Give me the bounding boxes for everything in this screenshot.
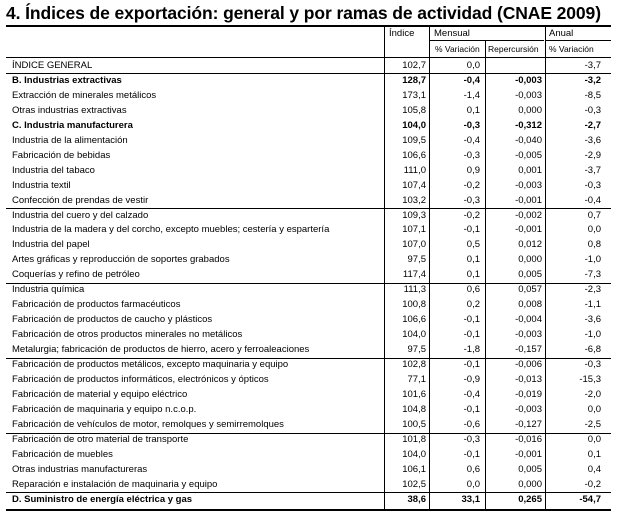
page-title: 4. Índices de exportación: general y por ramas de actividad (CNAE 2009) [6,3,601,23]
row-variacion-anual: -1,0 [584,329,601,341]
row-indice: 107,1 [402,224,426,236]
table-row [0,148,619,163]
row-label: Fabricación de bebidas [12,149,111,161]
row-repercusion: -0,019 [515,388,542,400]
header-rule-anual [546,40,611,41]
row-repercusion: -0,040 [515,134,542,146]
row-label: Otras industrias manufactureras [12,463,148,475]
row-variacion-mensual: -0,2 [463,209,480,221]
row-indice: 106,1 [402,463,426,475]
row-repercusion: -0,003 [515,179,542,191]
row-variacion-anual: -1,1 [584,299,601,311]
row-variacion-mensual: -0,4 [463,134,480,146]
row-label: Fabricación de productos metálicos, excepto maquinaria y equipo [12,359,289,370]
row-separator [6,433,611,434]
row-variacion-mensual: -0,1 [463,329,480,341]
row-label: Industria del cuero y del calzado [12,209,149,221]
row-indice: 111,0 [403,164,426,176]
row-label: Extracción de minerales metálicos [12,89,157,101]
table-row [0,447,619,462]
row-repercusion: -0,016 [515,433,542,445]
row-variacion-anual: -6,8 [584,344,601,356]
row-indice: 104,8 [402,403,426,415]
row-variacion-anual: -3,6 [584,314,601,326]
row-label: Otras industrias extractivas [12,104,127,116]
row-label: C. Industria manufacturera [12,119,133,131]
row-variacion-mensual: 33,1 [461,493,480,505]
row-indice: 100,8 [402,299,426,311]
row-variacion-anual: 0,0 [587,224,601,236]
row-indice: 104,0 [402,119,426,131]
row-label: Fabricación de productos farmacéuticos [12,299,181,311]
row-indice: 173,1 [402,89,426,101]
row-indice: 109,5 [402,134,426,146]
row-variacion-anual: 0,4 [587,463,601,475]
header-anual: Anual [549,28,574,39]
row-label: Metalurgia; fabricación de productos de hierro, acero y ferroaleaciones [12,344,310,356]
row-variacion-mensual: -0,1 [463,359,480,370]
row-indice: 105,8 [402,104,426,116]
table-row [0,252,619,267]
row-variacion-mensual: -0,1 [463,314,480,326]
row-variacion-mensual: -0,1 [463,448,480,460]
row-variacion-anual: -3,6 [584,134,601,146]
row-repercusion: 0,000 [518,104,542,116]
table-row [0,297,619,312]
row-label: Industria química [12,284,85,296]
table-row [0,402,619,417]
header-indice: Índice [389,28,415,39]
row-repercusion: -0,003 [515,329,542,341]
row-indice: 102,8 [402,359,426,370]
title-underline [6,25,611,27]
row-repercusion: 0,057 [518,284,542,296]
row-variacion-anual: 0,0 [587,433,601,445]
row-indice: 107,0 [402,239,426,251]
row-variacion-anual: -3,7 [584,164,601,176]
row-label: ÍNDICE GENERAL [12,60,93,71]
row-variacion-mensual: 0,0 [466,60,480,71]
row-repercusion: 0,000 [518,478,542,490]
row-separator [6,492,611,493]
row-variacion-mensual: 0,2 [466,299,480,311]
row-indice: 106,6 [402,314,426,326]
row-repercusion: 0,008 [518,299,542,311]
row-repercusion: -0,001 [515,448,542,460]
row-repercusion: -0,005 [515,149,542,161]
row-repercusion: -0,003 [515,403,542,415]
header-variacion-anual: % Variación [549,44,594,54]
table-row [0,58,619,73]
row-variacion-mensual: -0,9 [463,373,480,385]
row-label: Reparación e instalación de maquinaria y equipo [12,478,218,490]
row-repercusion: -0,004 [515,314,542,326]
row-repercusion: -0,001 [515,194,542,206]
row-indice: 109,3 [402,209,426,221]
row-variacion-anual: -15,3 [579,373,601,385]
row-variacion-anual: -2,7 [584,119,601,131]
row-indice: 97,5 [407,254,426,266]
row-variacion-mensual: 0,1 [466,254,480,266]
row-variacion-mensual: -0,6 [463,418,480,430]
row-variacion-anual: -2,0 [584,388,601,400]
table-row [0,163,619,178]
row-repercusion: -0,013 [515,373,542,385]
row-indice: 101,8 [402,433,426,445]
table-row [0,477,619,492]
row-variacion-mensual: -0,4 [463,388,480,400]
row-repercusion: -0,003 [515,89,542,101]
row-repercusion: -0,157 [515,344,542,356]
row-variacion-mensual: -0,1 [463,224,480,236]
row-indice: 128,7 [402,74,426,86]
row-variacion-anual: -0,3 [584,359,601,370]
table-row [0,178,619,193]
row-variacion-mensual: -0,2 [463,179,480,191]
row-indice: 97,5 [407,344,426,356]
row-variacion-mensual: -1,8 [463,344,480,356]
row-indice: 104,0 [402,448,426,460]
row-variacion-anual: -1,0 [584,254,601,266]
table-row [0,282,619,297]
row-repercusion: -0,003 [515,74,542,86]
row-label: Fabricación de productos de caucho y plásticos [12,314,213,326]
table-row [0,73,619,88]
row-label: Fabricación de material y equipo eléctrico [12,388,188,400]
table-row [0,267,619,282]
table-row [0,193,619,208]
row-variacion-anual: -7,3 [584,269,601,281]
table-row [0,237,619,252]
table-row [0,432,619,447]
row-indice: 106,6 [402,149,426,161]
row-indice: 104,0 [402,329,426,341]
row-label: Industria de la madera y del corcho, excepto muebles; cestería y espartería [12,224,330,236]
table-row [0,312,619,327]
row-variacion-anual: 0,1 [587,448,601,460]
row-variacion-anual: -2,9 [584,149,601,161]
table-row [0,417,619,432]
row-variacion-anual: -0,3 [584,179,601,191]
row-variacion-anual: -3,2 [584,74,601,86]
row-label: Confección de prendas de vestir [12,194,149,206]
row-repercusion: -0,006 [515,359,542,370]
table-row [0,387,619,402]
header-variacion: % Variación [435,44,480,54]
row-repercusion: -0,002 [515,209,542,221]
row-variacion-anual: -0,4 [584,194,601,206]
row-label: Fabricación de vehículos de motor, remolques y semirremolques [12,418,284,430]
row-indice: 111,3 [403,284,426,296]
row-label: Fabricación de maquinaria y equipo n.c.o.p. [12,403,197,415]
row-label: Fabricación de muebles [12,448,113,460]
row-repercusion: 0,005 [518,463,542,475]
row-indice: 103,2 [402,194,426,206]
row-variacion-mensual: -0,4 [463,74,480,86]
header-rule-mensual [430,40,544,41]
table-row [0,462,619,477]
row-indice: 101,6 [402,388,426,400]
row-separator [6,208,611,209]
row-variacion-mensual: 0,0 [466,478,480,490]
table-row [0,372,619,387]
row-label: Industria de la alimentación [12,134,128,146]
row-repercusion: -0,001 [515,224,542,236]
row-variacion-mensual: -0,3 [463,433,480,445]
row-variacion-anual: 0,0 [587,403,601,415]
row-variacion-mensual: 0,6 [466,463,480,475]
row-label: Fabricación de productos informáticos, electrónicos y ópticos [12,373,269,385]
row-separator [6,73,611,74]
row-repercusion: -0,312 [515,119,542,131]
row-indice: 107,4 [402,179,426,191]
row-variacion-mensual: 0,5 [466,239,480,251]
header-mensual: Mensual [434,28,470,39]
table-row [0,208,619,223]
table-row [0,222,619,237]
row-repercusion: 0,265 [518,493,542,505]
row-separator [6,358,611,359]
table-row [0,492,619,507]
header-repercusion: Repercursión [488,44,539,54]
row-repercusion: 0,005 [518,269,542,281]
row-variacion-anual: 0,8 [587,239,601,251]
table-row [0,357,619,372]
table-row [0,342,619,357]
row-label: Industria del tabaco [12,164,95,176]
row-indice: 100,5 [402,418,426,430]
table-bottom-rule [6,509,611,511]
row-label: D. Suministro de energía eléctrica y gas [12,493,193,505]
row-repercusion: 0,000 [518,254,542,266]
row-variacion-mensual: 0,1 [466,104,480,116]
row-indice: 117,4 [402,269,426,281]
row-variacion-anual: -0,3 [584,104,601,116]
row-label: Coquerías y refino de petróleo [12,269,140,281]
table-row [0,118,619,133]
row-label: Industria del papel [12,239,90,251]
row-variacion-mensual: 0,6 [466,284,480,296]
row-repercusion: -0,127 [515,418,542,430]
row-variacion-anual: 0,7 [587,209,601,221]
row-variacion-anual: -8,5 [584,89,601,101]
row-variacion-mensual: 0,1 [466,269,480,281]
row-label: Industria textil [12,179,71,191]
row-label: Artes gráficas y reproducción de soportes grabados [12,254,230,266]
row-indice: 38,6 [407,493,426,505]
row-variacion-mensual: 0,9 [466,164,480,176]
row-variacion-anual: -2,3 [584,284,601,296]
row-indice: 77,1 [407,373,426,385]
row-variacion-anual: -3,7 [584,60,601,71]
row-repercusion: 0,001 [518,164,542,176]
row-variacion-mensual: -1,4 [463,89,480,101]
table-row [0,103,619,118]
row-variacion-mensual: -0,3 [463,119,480,131]
row-indice: 102,5 [402,478,426,490]
row-indice: 102,7 [402,60,426,71]
table-row [0,88,619,103]
row-variacion-anual: -2,5 [584,418,601,430]
row-variacion-mensual: -0,3 [463,149,480,161]
row-variacion-mensual: -0,3 [463,194,480,206]
table-row [0,133,619,148]
row-repercusion: 0,012 [518,239,542,251]
row-variacion-anual: -0,2 [584,478,601,490]
row-variacion-anual: -54,7 [579,493,601,505]
row-separator [6,283,611,284]
row-label: B. Industrias extractivas [12,74,122,86]
row-label: Fabricación de otros productos minerales no metálicos [12,329,243,341]
table-row [0,327,619,342]
row-variacion-mensual: -0,1 [463,403,480,415]
row-label: Fabricación de otro material de transporte [12,433,189,445]
